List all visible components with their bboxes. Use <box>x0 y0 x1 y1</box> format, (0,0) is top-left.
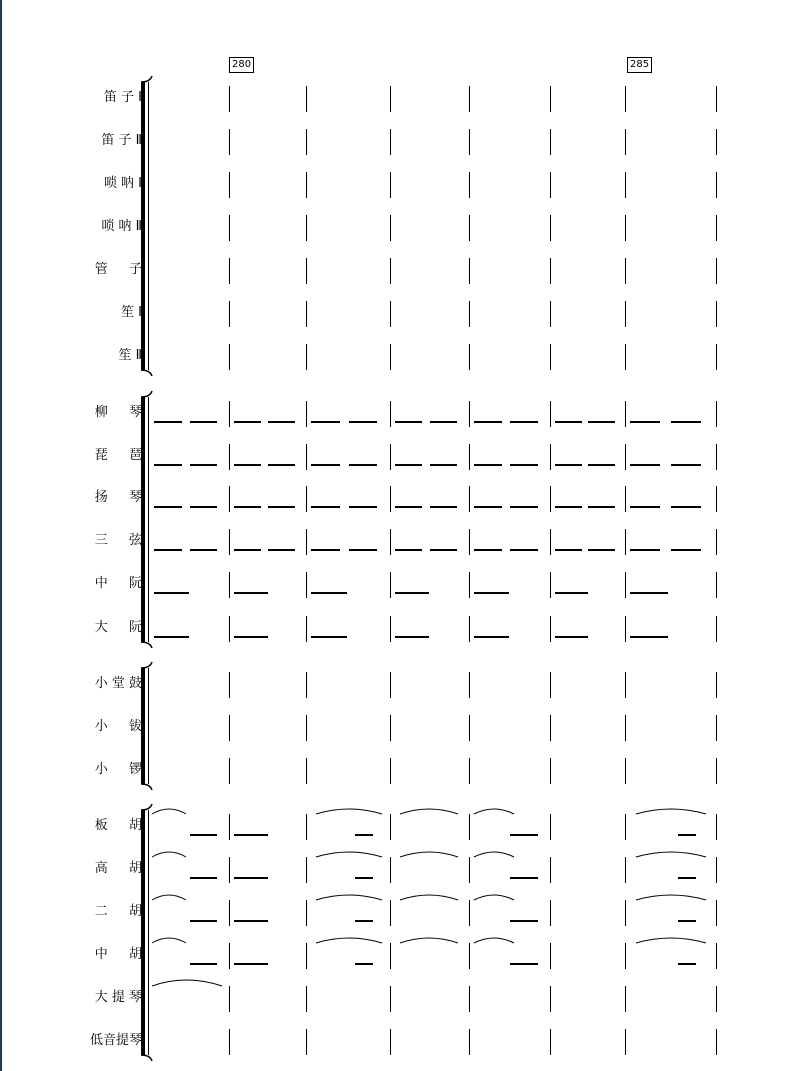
slur <box>400 809 458 814</box>
instrument-label: 唢 呐 Ⅱ <box>101 219 142 234</box>
slur <box>636 895 706 900</box>
slur <box>474 809 514 814</box>
bracket-hook <box>141 662 152 668</box>
slur <box>400 895 458 900</box>
bracket-hook <box>141 370 152 376</box>
instrument-label: 中 阮 <box>94 576 142 591</box>
slur <box>636 852 706 857</box>
slur <box>400 852 458 857</box>
instrument-label: 柳 琴 <box>94 405 142 420</box>
instrument-label: 小 钹 <box>94 719 142 734</box>
slur <box>316 809 382 814</box>
slur <box>636 938 706 943</box>
slur <box>152 895 186 900</box>
bracket-hook <box>141 642 152 648</box>
instrument-label: 扬 琴 <box>94 490 142 505</box>
slur <box>636 809 706 814</box>
instrument-label: 笛 子 Ⅰ <box>103 90 142 105</box>
instrument-label: 笙 Ⅱ <box>118 348 142 363</box>
slur <box>316 895 382 900</box>
bracket-hook <box>141 1055 152 1061</box>
slur <box>474 938 514 943</box>
slur <box>474 852 514 857</box>
bracket-hook <box>141 391 152 397</box>
instrument-label: 板 胡 <box>94 818 142 833</box>
instrument-label: 三 弦 <box>94 533 142 548</box>
instrument-label: 琵 琶 <box>94 448 142 463</box>
instrument-label: 低音提琴 <box>89 1033 142 1048</box>
instrument-label: 笙 Ⅰ <box>121 305 142 320</box>
slur <box>152 852 186 857</box>
instrument-label: 大 提 琴 <box>94 990 142 1005</box>
slur <box>400 938 458 943</box>
instrument-label: 管 子 <box>94 262 142 277</box>
bracket-hook <box>141 804 152 810</box>
instrument-label: 笛 子 Ⅱ <box>101 133 142 148</box>
instrument-label: 大 阮 <box>94 620 142 635</box>
slur <box>152 809 186 814</box>
bracket-hook <box>141 784 152 790</box>
instrument-label: 中 胡 <box>94 947 142 962</box>
slur <box>152 938 186 943</box>
instrument-label: 小 锣 <box>94 762 142 777</box>
instrument-label: 唢 呐 Ⅰ <box>103 176 142 191</box>
slur <box>316 852 382 857</box>
bracket-hook <box>141 76 152 82</box>
instrument-label: 高 胡 <box>94 861 142 876</box>
slur <box>474 895 514 900</box>
instrument-label: 二 胡 <box>94 904 142 919</box>
rehearsal-mark: 285 <box>627 57 652 73</box>
slur <box>152 980 222 986</box>
slur <box>316 938 382 943</box>
instrument-label: 小 堂 鼓 <box>94 676 142 691</box>
rehearsal-mark: 280 <box>229 57 254 73</box>
